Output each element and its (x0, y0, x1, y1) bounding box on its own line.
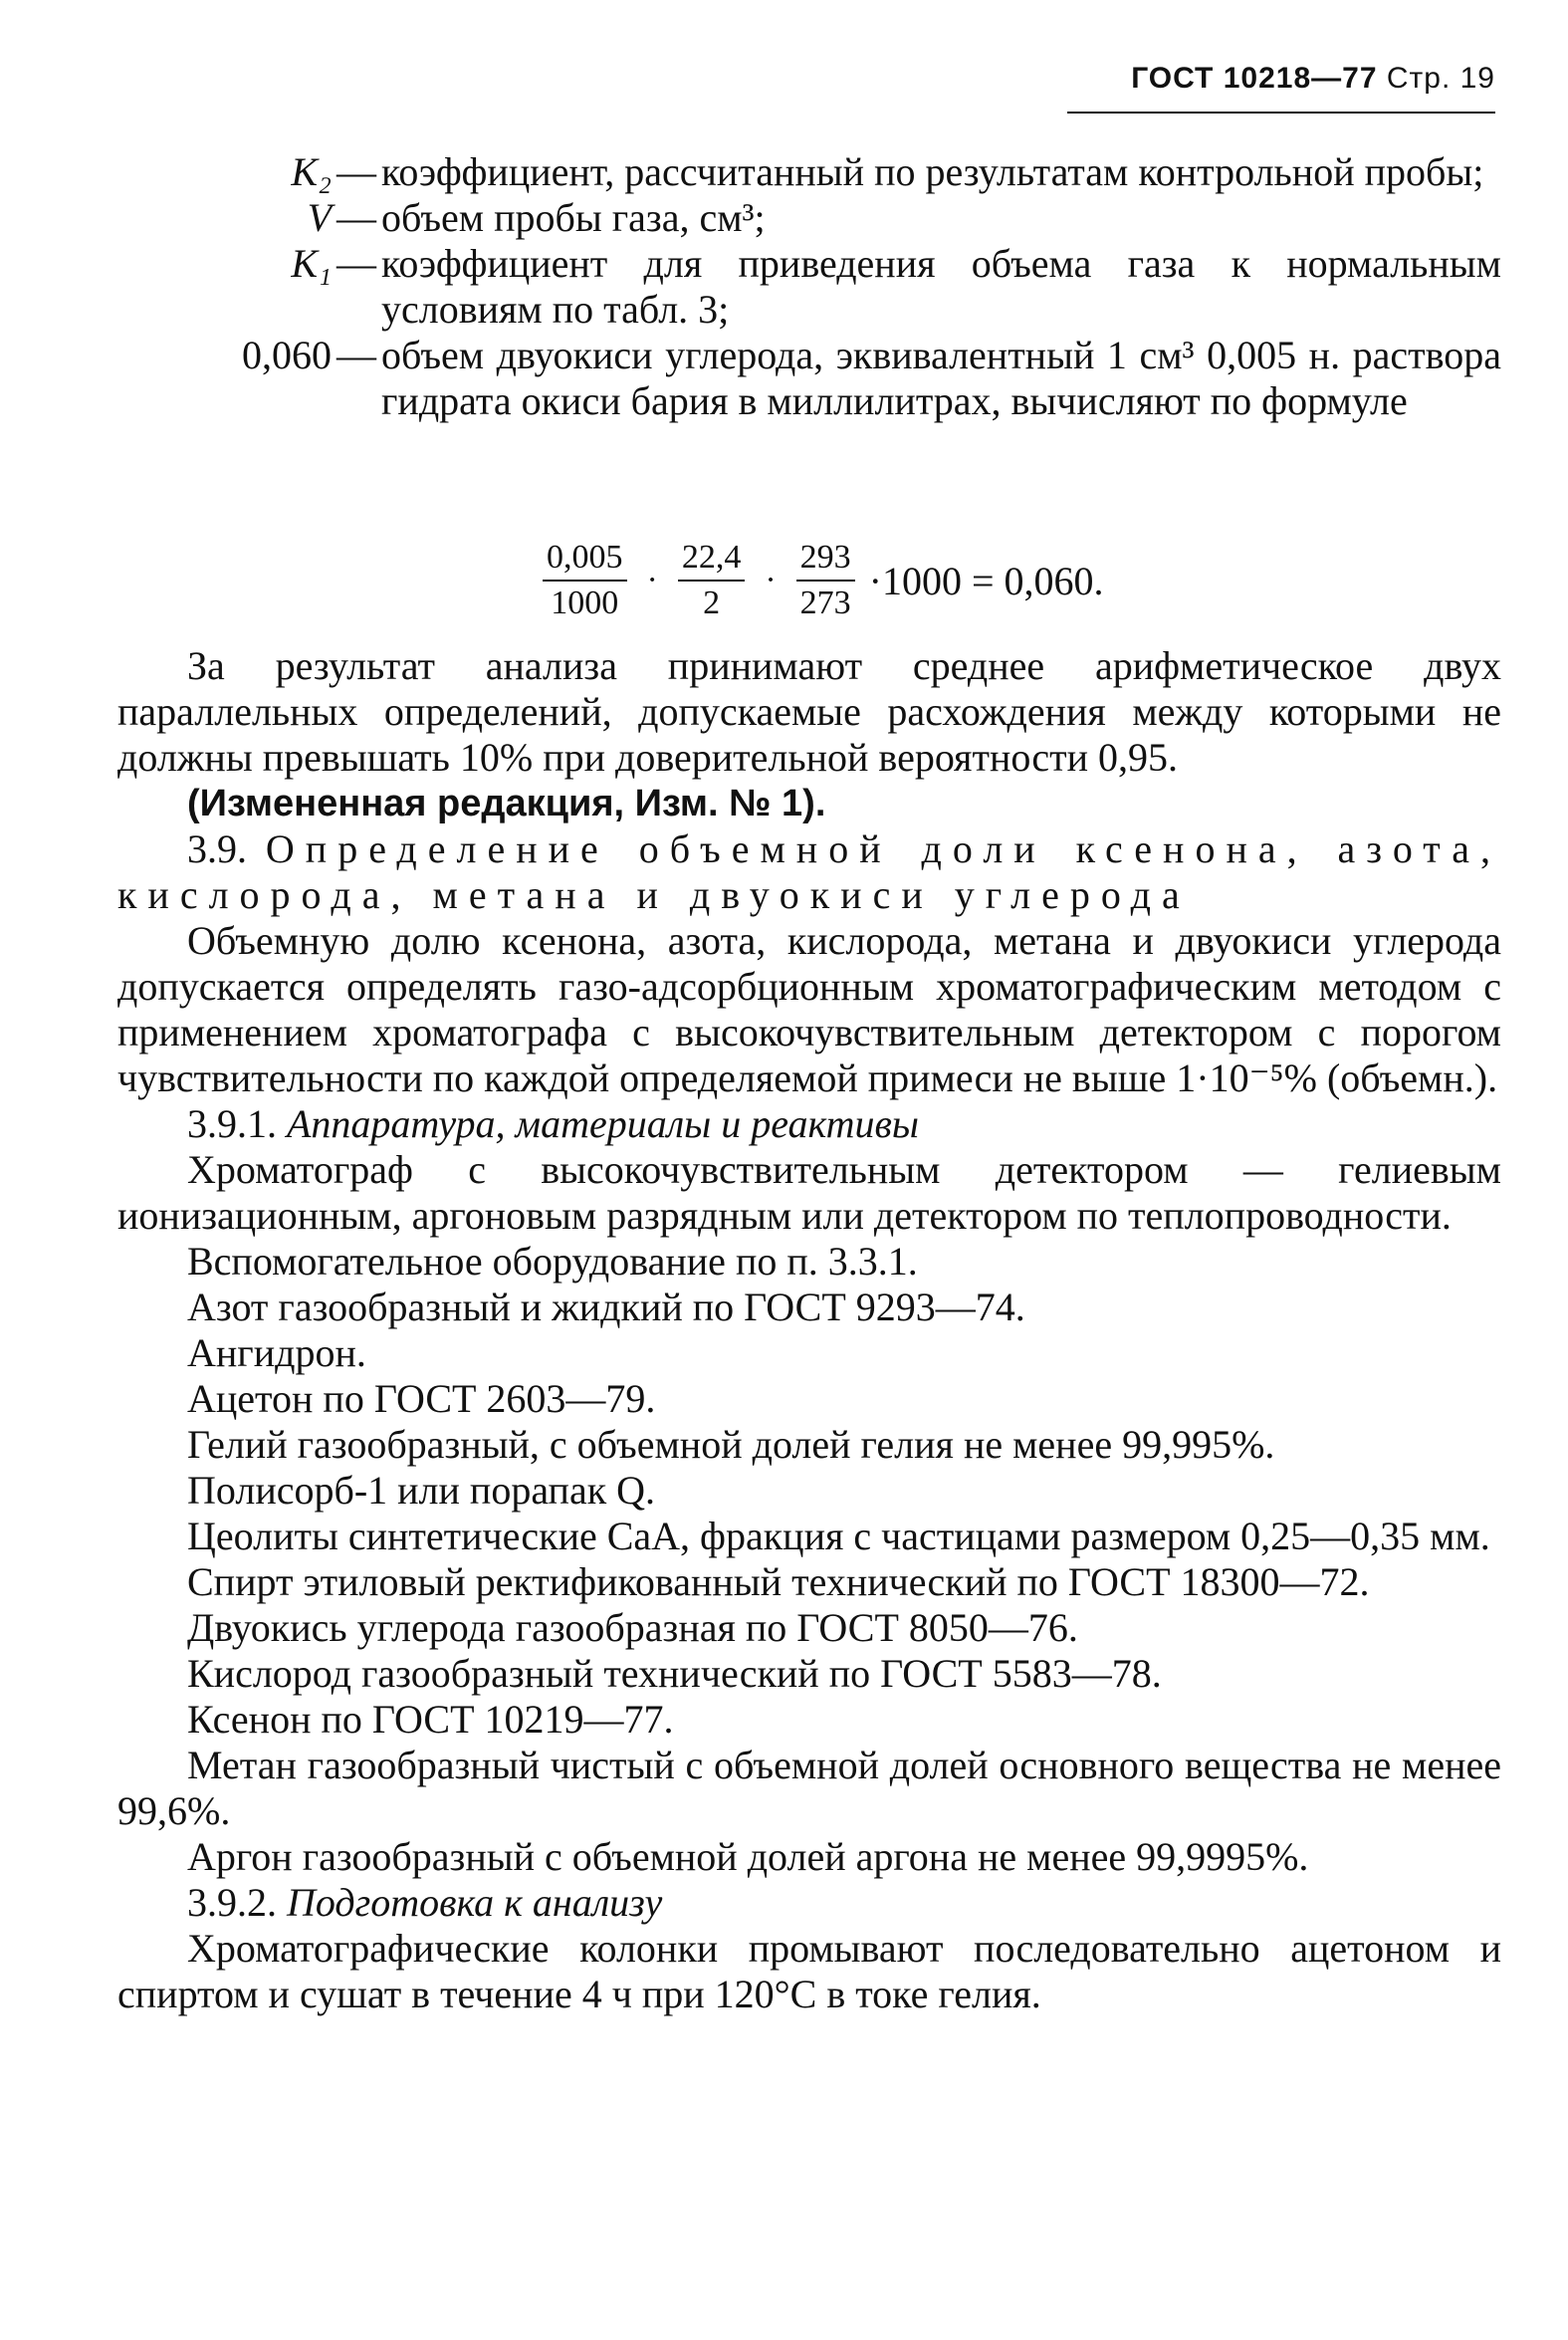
definition-constant: 0,060 — объем двуокиси углерода, эквивалентный 1 см³ 0,005 н. раствора гидрата окиси бария в миллилитрах, вычисляют по формуле (117, 333, 1501, 424)
section-3-9-2-heading: 3.9.2. Подготовка к анализу (187, 1880, 663, 1925)
definition-k1: K₁ — коэффициент для приведения объема газа к нормальным условиям по табл. 3; (117, 241, 1501, 333)
fraction-3: $\frac{293}{273}$ (796, 538, 855, 623)
section-title: Определение объемной доли ксенона, азота, кислорода, метана и двуокиси углерода (117, 826, 1502, 917)
list-item: Кислород газообразный технический по ГОСТ 5583—78. (187, 1651, 1162, 1696)
definition-symbol: K₁ (291, 241, 332, 286)
formula-result: ·1000 = 0,060. (868, 558, 1104, 603)
section-title: Подготовка к анализу (287, 1880, 663, 1925)
definition-text: коэффициент для приведения объема газа к нормальным условиям по табл. 3; (381, 241, 1501, 332)
amendment-note: (Измененная редакция, Изм. № 1). (187, 783, 826, 824)
definition-symbol: 0,060 (242, 333, 332, 377)
formula: $\frac{0,005}{1000}$ · $\frac{22,4}{2}$ · $\frac{293}{273}$ ·1000 = 0,060. (533, 538, 1104, 623)
definitions-list (117, 149, 1501, 424)
fraction-1: $\frac{0,005}{1000}$ (543, 538, 627, 623)
list-item: Вспомогательное оборудование по п. 3.3.1. (187, 1239, 918, 1284)
section-3-9-heading: 3.9. Определение объемной доли ксенона, азота, кислорода, метана и двуокиси углерода (117, 826, 1502, 917)
list-item: Ангидрон. (187, 1330, 366, 1375)
definition-symbol: V (307, 195, 332, 240)
paragraph-ethanol: Спирт этиловый ректификованный технический по ГОСТ 18300—72. (187, 1559, 1370, 1604)
definition-text: объем двуокиси углерода, эквивалентный 1 см³ 0,005 н. раствора гидрата окиси бария в миллилитрах, вычисляют по формуле (381, 333, 1501, 423)
definition-k2: K₂ — коэффициент, рассчитанный по результатам контрольной пробы; (117, 149, 1501, 195)
definition-text: коэффициент, рассчитанный по результатам контрольной пробы; (381, 149, 1484, 194)
paragraph-methane: Метан газообразный чистый с объемной долей основного вещества не менее 99,6%. (117, 1743, 1501, 1833)
page-header (1131, 62, 1495, 96)
list-item: Ксенон по ГОСТ 10219—77. (187, 1697, 674, 1742)
definition-text: объем пробы газа, см³; (381, 195, 766, 240)
header-rule (1067, 112, 1495, 114)
paragraph-method: Объемную долю ксенона, азота, кислорода, метана и двуокиси углерода допускается определять газо-адсорбционным хроматографическим методом с применением хроматографа с высокочувствительным детектором с порогом чувствительности по каждой определяемой примеси не выше 1·10⁻⁵% (объемн.). (117, 918, 1501, 1100)
document-number: ГОСТ 10218—77 (1131, 62, 1378, 95)
list-item: Двуокись углерода газообразная по ГОСТ 8050—76. (187, 1605, 1078, 1650)
section-title: Аппаратура, материалы и реактивы (287, 1101, 919, 1146)
fraction-2: $\frac{22,4}{2}$ (678, 538, 746, 623)
document-body (117, 643, 1501, 2017)
paragraph-argon: Аргон газообразный с объемной долей аргона не менее 99,9995%. (187, 1834, 1309, 1879)
paragraph-result: За результат анализа принимают среднее арифметическое двух параллельных определений, допускаемые расхождения между которыми не должны превышать 10% при доверительной вероятности 0,95. (117, 643, 1501, 780)
definition-v: V — объем пробы газа, см³; (117, 195, 1501, 241)
paragraph-zeolites: Цеолиты синтетические СаА, фракция с частицами размером 0,25—0,35 мм. (187, 1514, 1490, 1558)
paragraph-columns: Хроматографические колонки промывают последовательно ацетоном и спиртом и сушат в течение 4 ч при 120°С в токе гелия. (117, 1926, 1501, 2016)
list-item: Гелий газообразный, с объемной долей гелия не менее 99,995%. (187, 1422, 1275, 1467)
list-item: Азот газообразный и жидкий по ГОСТ 9293—74. (187, 1285, 1025, 1329)
list-item: Полисорб-1 или порапак Q. (187, 1468, 656, 1513)
section-3-9-1-heading: 3.9.1. Аппаратура, материалы и реактивы (187, 1101, 919, 1146)
page-number: Стр. 19 (1386, 62, 1495, 95)
paragraph-chromatograph: Хроматограф с высокочувствительным детектором — гелиевым ионизационным, аргоновым разрядным или детектором по теплопроводности. (117, 1147, 1501, 1238)
list-item: Ацетон по ГОСТ 2603—79. (187, 1376, 656, 1421)
definition-symbol: K₂ (291, 149, 332, 194)
